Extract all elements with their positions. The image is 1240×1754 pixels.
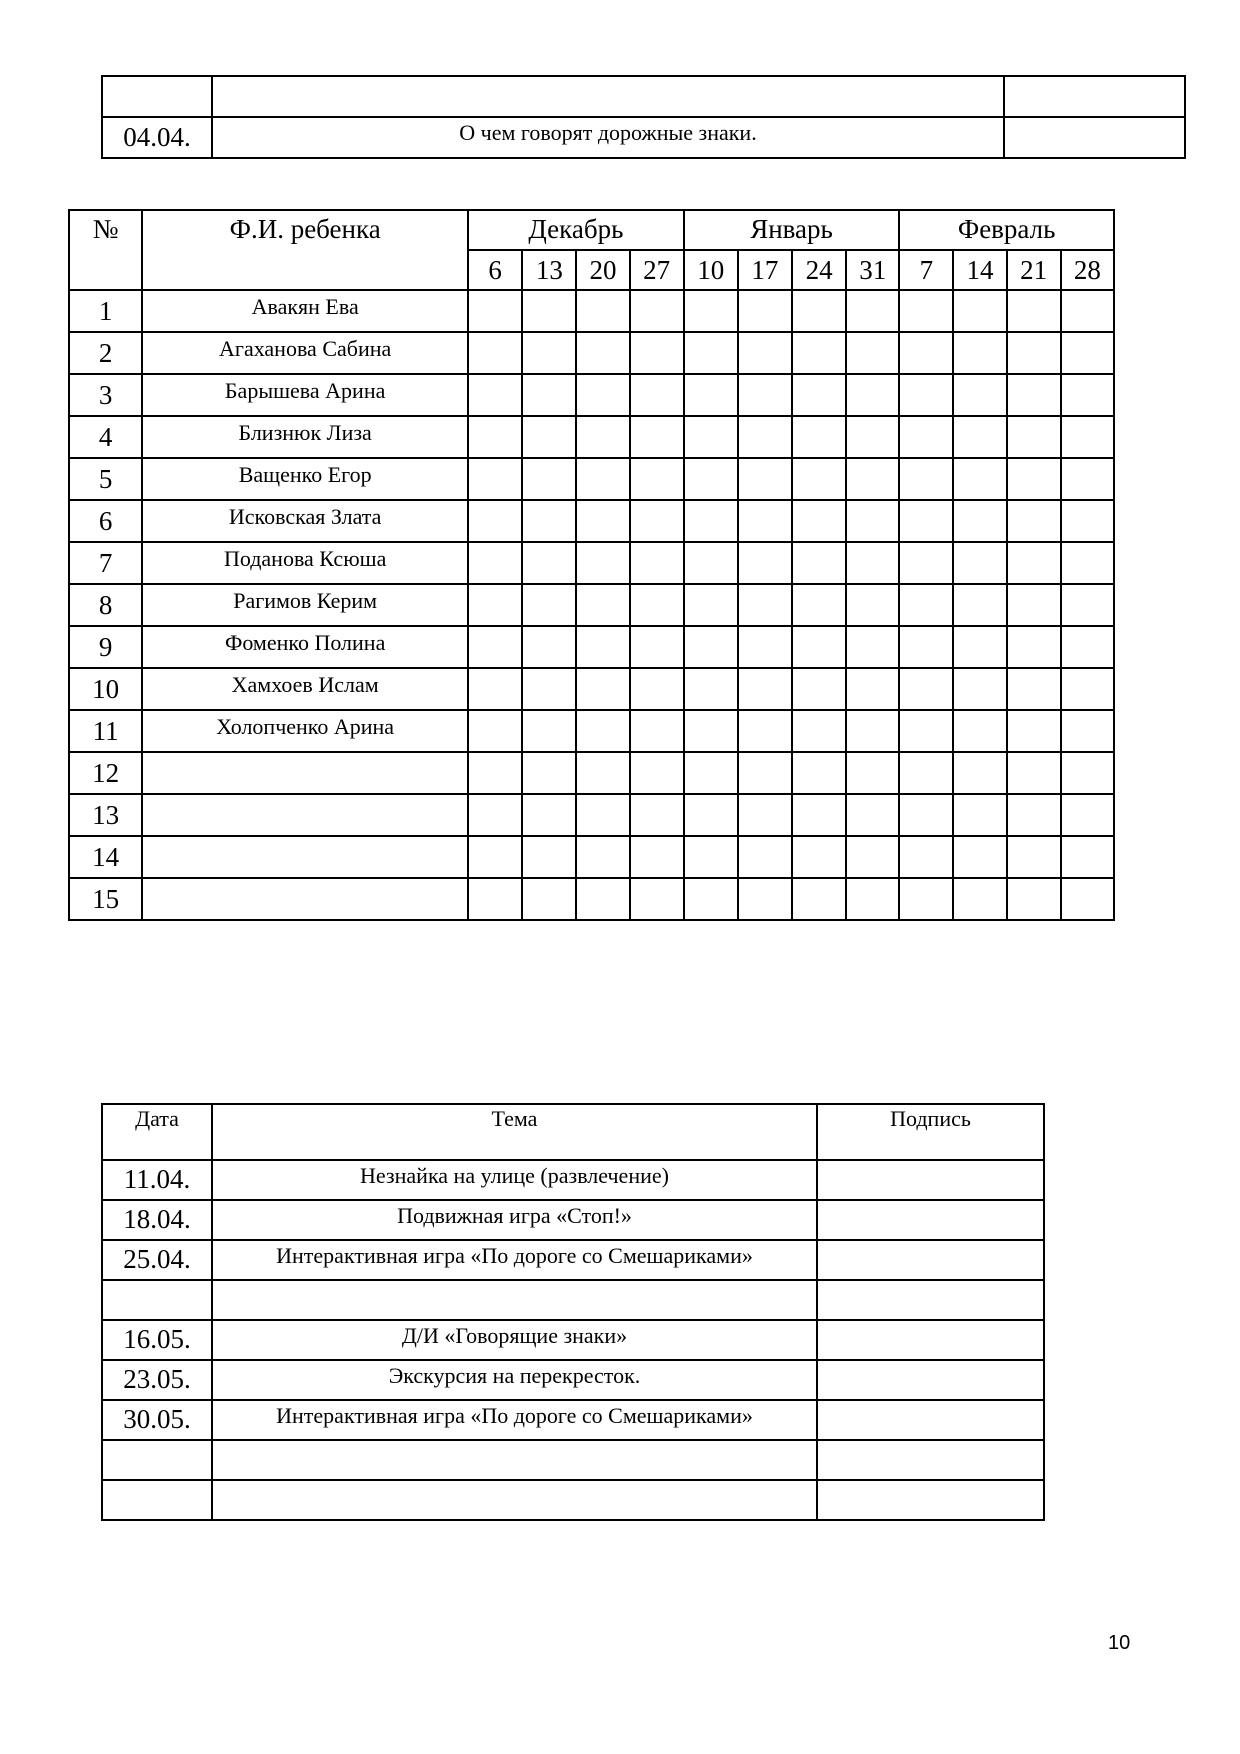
attendance-cell [846,878,899,920]
child-row [69,416,1114,458]
child-row [69,878,1114,920]
table-row [102,1240,1044,1280]
attendance-cell [953,332,1006,374]
attendance-cell [1061,584,1114,626]
child-row [69,332,1114,374]
child-number: 4 [69,416,142,458]
day-header: 27 [630,250,684,290]
attendance-cell [1007,794,1061,836]
attendance-cell [684,836,738,878]
attendance-cell [576,374,629,416]
attendance-cell [1007,500,1061,542]
signature-cell [817,1360,1044,1400]
signature-cell [817,1280,1044,1320]
child-number: 1 [69,290,142,332]
topic-cell [212,76,1004,117]
attendance-cell [792,710,846,752]
attendance-cell [1007,626,1061,668]
signature-cell [817,1480,1044,1520]
day-header: 31 [846,250,899,290]
attendance-cell [899,668,953,710]
attendance-cell [846,584,899,626]
child-name: Рагимов Керим [142,584,468,626]
attendance-cell [792,332,846,374]
attendance-cell [576,794,629,836]
attendance-cell [738,626,792,668]
date-cell: 04.04. [102,117,212,158]
date-cell [102,1280,212,1320]
attendance-cell [738,416,792,458]
attendance-cell [576,332,629,374]
attendance-cell [1061,542,1114,584]
attendance-cell [792,668,846,710]
signature-cell [817,1320,1044,1360]
attendance-cell [684,794,738,836]
table-row [102,1200,1044,1240]
attendance-cell [792,374,846,416]
date-cell: 16.05. [102,1320,212,1360]
table-row [102,76,1185,117]
attendance-cell [899,584,953,626]
attendance-cell [630,710,684,752]
attendance-cell [1061,416,1114,458]
child-name: Фоменко Полина [142,626,468,668]
child-number: 12 [69,752,142,794]
attendance-cell [468,584,522,626]
day-header: 17 [738,250,792,290]
attendance-cell [684,332,738,374]
date-cell [102,76,212,117]
child-name [142,836,468,878]
signature-cell [817,1240,1044,1280]
attendance-cell [899,878,953,920]
attendance-table [68,209,1115,921]
day-header: 6 [468,250,522,290]
attendance-cell [738,290,792,332]
attendance-cell [576,668,629,710]
topic-cell: Подвижная игра «Стоп!» [212,1200,817,1240]
attendance-cell [792,836,846,878]
attendance-cell [953,584,1006,626]
attendance-cell [1007,374,1061,416]
child-number: 5 [69,458,142,500]
table-row [102,1360,1044,1400]
signature-header: Подпись [817,1104,1044,1160]
attendance-cell [738,332,792,374]
attendance-cell [899,836,953,878]
child-row [69,374,1114,416]
attendance-cell [899,794,953,836]
attendance-cell [684,542,738,584]
attendance-cell [522,878,576,920]
attendance-cell [1007,542,1061,584]
child-row [69,710,1114,752]
child-number: 14 [69,836,142,878]
month-header: Январь [684,210,900,250]
attendance-cell [846,794,899,836]
attendance-cell [792,458,846,500]
date-cell: 25.04. [102,1240,212,1280]
topic-cell [212,1440,817,1480]
attendance-cell [1007,878,1061,920]
attendance-cell [792,290,846,332]
attendance-cell [1061,626,1114,668]
table-row [102,1440,1044,1480]
attendance-cell [576,836,629,878]
date-cell: 18.04. [102,1200,212,1240]
attendance-cell [630,416,684,458]
attendance-cell [846,500,899,542]
attendance-cell [1061,710,1114,752]
attendance-cell [1061,794,1114,836]
attendance-cell [468,458,522,500]
page-number: 10 [1108,1632,1131,1654]
signature-cell [817,1160,1044,1200]
attendance-cell [468,710,522,752]
attendance-cell [1061,332,1114,374]
attendance-cell [576,626,629,668]
attendance-cell [630,878,684,920]
attendance-cell [468,374,522,416]
attendance-cell [630,752,684,794]
attendance-cell [1007,416,1061,458]
attendance-cell [792,584,846,626]
child-name [142,752,468,794]
attendance-cell [576,542,629,584]
attendance-cell [792,500,846,542]
attendance-cell [738,542,792,584]
attendance-cell [1007,752,1061,794]
attendance-cell [468,542,522,584]
day-header: 10 [684,250,738,290]
attendance-cell [1061,752,1114,794]
child-number: 7 [69,542,142,584]
attendance-cell [576,458,629,500]
child-number: 2 [69,332,142,374]
attendance-cell [1007,332,1061,374]
child-name: Поданова Ксюша [142,542,468,584]
attendance-cell [792,626,846,668]
topic-cell: Интерактивная игра «По дороге со Смешариками» [212,1400,817,1440]
attendance-cell [953,878,1006,920]
attendance-cell [846,290,899,332]
date-cell: 30.05. [102,1400,212,1440]
attendance-cell [738,794,792,836]
header-row [102,1104,1044,1160]
attendance-cell [576,710,629,752]
attendance-cell [1007,836,1061,878]
attendance-cell [630,500,684,542]
child-name [142,878,468,920]
date-cell [102,1440,212,1480]
attendance-cell [684,374,738,416]
child-number: 3 [69,374,142,416]
attendance-cell [846,752,899,794]
attendance-cell [468,836,522,878]
attendance-cell [522,332,576,374]
topic-header: Тема [212,1104,817,1160]
attendance-cell [630,584,684,626]
attendance-cell [953,710,1006,752]
attendance-cell [1061,374,1114,416]
date-cell: 23.05. [102,1360,212,1400]
day-header: 14 [953,250,1006,290]
attendance-cell [738,584,792,626]
attendance-cell [953,752,1006,794]
child-row [69,668,1114,710]
child-row [69,626,1114,668]
attendance-cell [684,668,738,710]
child-row [69,794,1114,836]
attendance-cell [468,332,522,374]
table-row [102,1160,1044,1200]
attendance-cell [846,710,899,752]
attendance-cell [684,290,738,332]
attendance-cell [576,416,629,458]
attendance-cell [630,458,684,500]
attendance-cell [522,668,576,710]
attendance-cell [738,752,792,794]
child-row [69,290,1114,332]
topic-cell: Д/И «Говорящие знаки» [212,1320,817,1360]
day-header: 7 [899,250,953,290]
attendance-cell [738,668,792,710]
attendance-cell [953,458,1006,500]
attendance-cell [1007,668,1061,710]
schedule-table-bottom [101,1103,1045,1521]
attendance-cell [630,836,684,878]
schedule-table-top [101,75,1186,159]
month-header: Декабрь [468,210,684,250]
attendance-cell [953,374,1006,416]
attendance-cell [1061,836,1114,878]
attendance-cell [468,500,522,542]
attendance-cell [630,290,684,332]
attendance-cell [522,836,576,878]
day-header: 20 [576,250,629,290]
child-name [142,794,468,836]
child-row [69,752,1114,794]
attendance-cell [522,752,576,794]
attendance-cell [684,500,738,542]
attendance-cell [792,878,846,920]
attendance-cell [684,626,738,668]
attendance-cell [468,878,522,920]
attendance-cell [953,290,1006,332]
attendance-cell [630,794,684,836]
attendance-cell [1061,878,1114,920]
attendance-cell [522,710,576,752]
attendance-cell [1007,584,1061,626]
child-row [69,458,1114,500]
attendance-cell [738,500,792,542]
attendance-cell [1061,458,1114,500]
child-name: Барышева Арина [142,374,468,416]
child-name: Хамхоев Ислам [142,668,468,710]
attendance-cell [1007,710,1061,752]
child-number: 6 [69,500,142,542]
topic-cell [212,1280,817,1320]
signature-cell [817,1440,1044,1480]
topic-cell: Экскурсия на перекресток. [212,1360,817,1400]
attendance-cell [899,416,953,458]
table-row [102,117,1185,158]
attendance-cell [738,374,792,416]
topic-cell [212,1480,817,1520]
topic-cell: Незнайка на улице (развлечение) [212,1160,817,1200]
attendance-cell [953,416,1006,458]
attendance-cell [953,836,1006,878]
child-name: Ващенко Егор [142,458,468,500]
attendance-cell [522,584,576,626]
attendance-cell [899,710,953,752]
day-header: 21 [1007,250,1061,290]
attendance-cell [576,500,629,542]
attendance-cell [846,374,899,416]
attendance-cell [522,794,576,836]
day-header: 13 [522,250,576,290]
child-row [69,836,1114,878]
attendance-cell [1061,668,1114,710]
table-row [102,1480,1044,1520]
attendance-cell [684,710,738,752]
attendance-cell [899,542,953,584]
table-row [102,1320,1044,1360]
number-header: № [69,210,142,290]
attendance-cell [630,374,684,416]
attendance-cell [576,584,629,626]
attendance-cell [684,416,738,458]
month-header-row [69,210,1114,250]
attendance-cell [792,542,846,584]
attendance-cell [630,332,684,374]
day-header: 28 [1061,250,1114,290]
attendance-cell [792,794,846,836]
attendance-cell [899,458,953,500]
signature-cell [817,1200,1044,1240]
date-cell [102,1480,212,1520]
child-name: Исковская Злата [142,500,468,542]
attendance-cell [953,626,1006,668]
attendance-cell [899,626,953,668]
attendance-cell [522,458,576,500]
attendance-cell [899,374,953,416]
attendance-cell [846,458,899,500]
child-name-header: Ф.И. ребенка [142,210,468,290]
attendance-cell [522,500,576,542]
attendance-cell [522,416,576,458]
attendance-cell [522,542,576,584]
attendance-cell [846,332,899,374]
child-name: Агаханова Сабина [142,332,468,374]
attendance-cell [738,710,792,752]
signature-cell [1004,76,1185,117]
attendance-cell [1007,458,1061,500]
signature-cell [1004,117,1185,158]
attendance-cell [1007,290,1061,332]
attendance-cell [953,542,1006,584]
attendance-cell [468,668,522,710]
attendance-cell [792,752,846,794]
attendance-cell [846,836,899,878]
date-cell: 11.04. [102,1160,212,1200]
child-number: 15 [69,878,142,920]
attendance-cell [684,458,738,500]
day-header: 24 [792,250,846,290]
attendance-cell [792,416,846,458]
attendance-cell [1061,290,1114,332]
attendance-cell [576,878,629,920]
attendance-cell [630,542,684,584]
child-name: Авакян Ева [142,290,468,332]
attendance-cell [738,836,792,878]
attendance-cell [522,626,576,668]
attendance-cell [630,668,684,710]
child-number: 13 [69,794,142,836]
attendance-cell [846,416,899,458]
topic-cell: О чем говорят дорожные знаки. [212,117,1004,158]
attendance-cell [576,290,629,332]
table-row [102,1400,1044,1440]
attendance-cell [899,500,953,542]
attendance-cell [953,794,1006,836]
attendance-cell [899,332,953,374]
attendance-cell [468,794,522,836]
attendance-cell [576,752,629,794]
child-row [69,584,1114,626]
attendance-cell [738,458,792,500]
child-row [69,500,1114,542]
child-name: Холопченко Арина [142,710,468,752]
attendance-cell [468,752,522,794]
attendance-cell [684,878,738,920]
attendance-cell [738,878,792,920]
attendance-cell [522,374,576,416]
topic-cell: Интерактивная игра «По дороге со Смешариками» [212,1240,817,1280]
child-number: 11 [69,710,142,752]
attendance-cell [846,626,899,668]
child-row [69,542,1114,584]
attendance-cell [1061,500,1114,542]
attendance-cell [468,290,522,332]
attendance-cell [846,542,899,584]
child-number: 9 [69,626,142,668]
table-row [102,1280,1044,1320]
month-header: Февраль [899,210,1114,250]
attendance-cell [899,290,953,332]
attendance-cell [468,626,522,668]
attendance-cell [953,500,1006,542]
child-number: 10 [69,668,142,710]
date-header: Дата [102,1104,212,1160]
attendance-cell [899,752,953,794]
child-name: Близнюк Лиза [142,416,468,458]
attendance-cell [684,752,738,794]
attendance-cell [953,668,1006,710]
attendance-cell [468,416,522,458]
attendance-cell [630,626,684,668]
attendance-cell [846,668,899,710]
child-number: 8 [69,584,142,626]
signature-cell [817,1400,1044,1440]
attendance-cell [684,584,738,626]
attendance-cell [522,290,576,332]
